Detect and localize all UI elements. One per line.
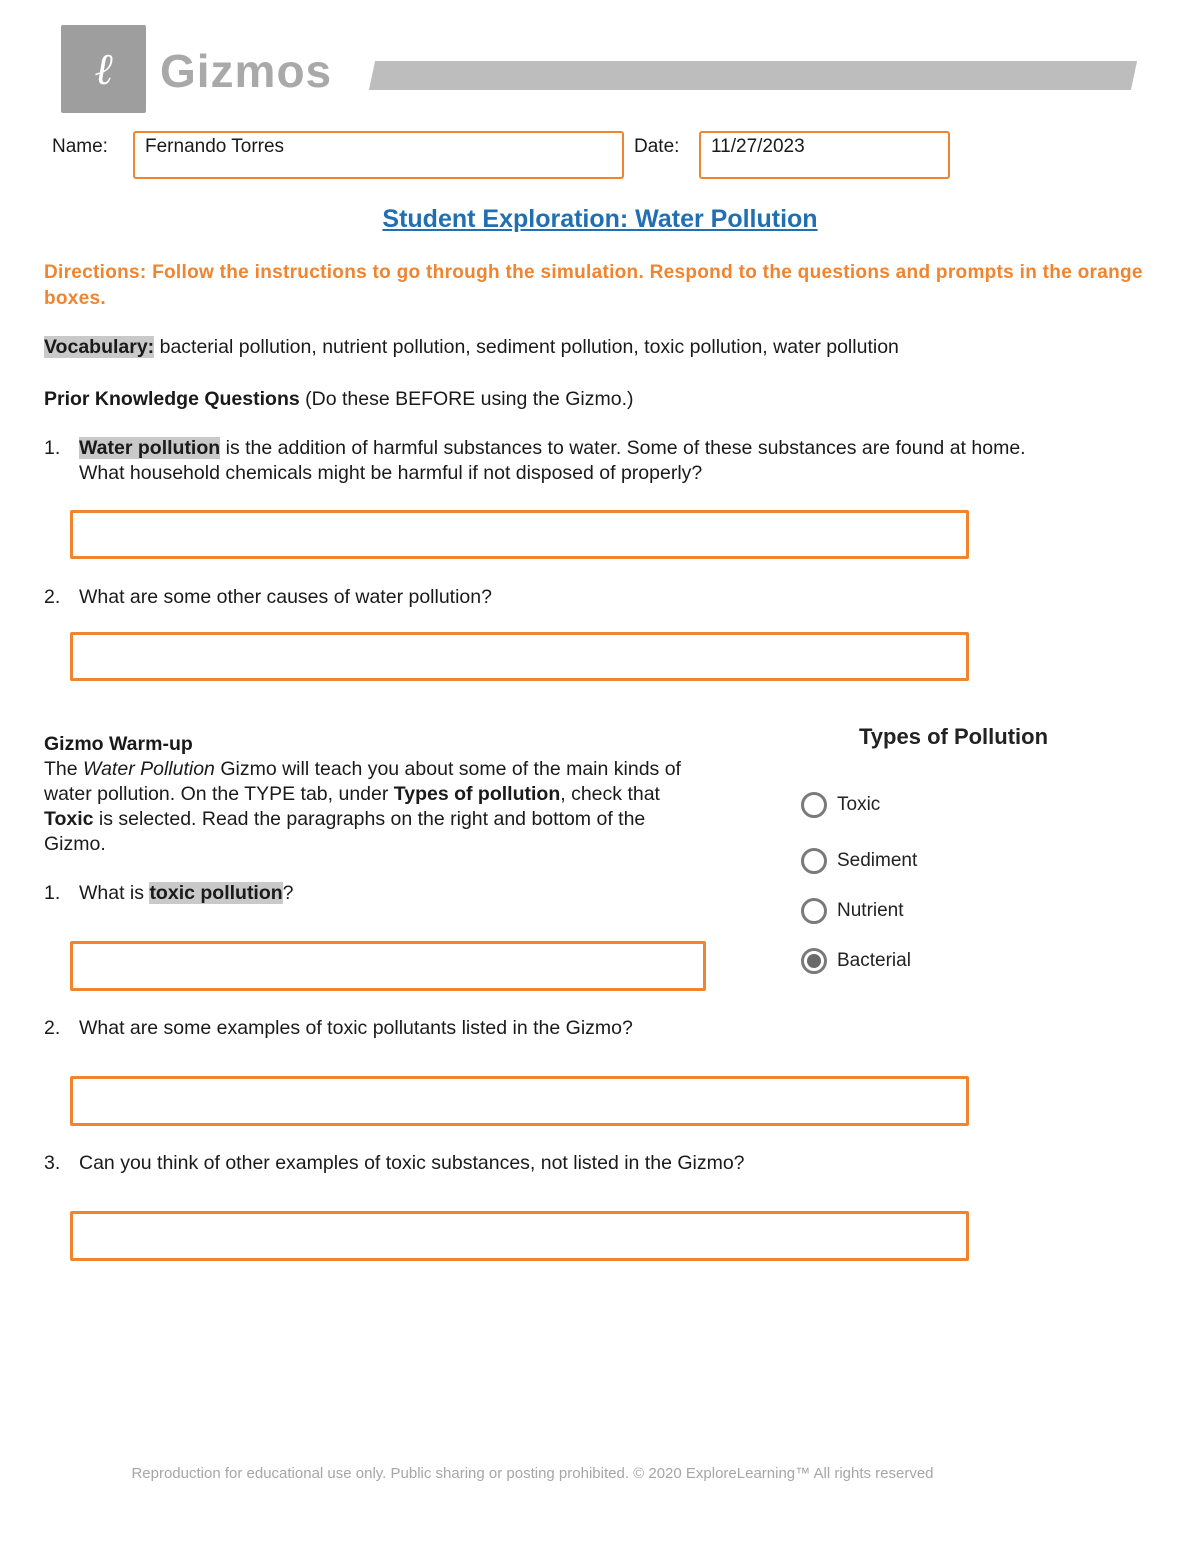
warmup-question-2 — [44, 1016, 1144, 1041]
question-text: What is — [79, 882, 145, 904]
gizmos-logo-text: Gizmos — [160, 45, 333, 97]
radio-label: Sediment — [837, 850, 918, 871]
prior-knowledge-title: Prior Knowledge Questions — [44, 388, 300, 410]
prior-question-2 — [44, 585, 1144, 610]
copyright-footer: Reproduction for educational use only. Public sharing or posting prohibited. © 2020 ExploreLearning™ All rights reserved — [131, 1465, 934, 1482]
warmup-text: Gizmo. — [44, 833, 106, 855]
question-number: 1. — [44, 882, 61, 904]
warmup-gizmo-name: Water Pollution — [83, 758, 215, 780]
warmup-text: The — [44, 758, 78, 780]
gizmos-logo-badge — [61, 25, 146, 113]
radio-unchecked-icon[interactable] — [801, 848, 827, 874]
warmup-question-3 — [44, 1151, 1144, 1176]
question-number: 1. — [44, 437, 61, 459]
prior-knowledge-note: (Do these BEFORE using the Gizmo.) — [305, 388, 634, 410]
warmup-text: water pollution. On the TYPE tab, under — [44, 783, 389, 805]
warmup-text: is selected. Read the paragraphs on the right and bottom of the — [98, 808, 646, 830]
radio-option-nutrient[interactable] — [801, 898, 904, 924]
warmup-paragraph — [44, 757, 764, 857]
term-toxic-pollution: toxic pollution — [149, 882, 283, 904]
question-text: What are some other causes of water pollution? — [79, 586, 492, 608]
radio-label: Bacterial — [837, 950, 911, 971]
warmup-text: , check that — [560, 783, 660, 805]
vocabulary-line — [44, 335, 1154, 360]
radio-unchecked-icon[interactable] — [801, 792, 827, 818]
vocabulary-terms: bacterial pollution, nutrient pollution, sediment pollution, toxic pollution, water pollution — [159, 336, 899, 358]
warmup-types-term: Types of pollution — [393, 783, 561, 805]
radio-option-bacterial[interactable] — [801, 948, 911, 974]
answer-box-warmup-3[interactable] — [70, 1211, 969, 1261]
prior-question-1 — [44, 436, 1164, 486]
el-logo-icon: ℓ — [94, 43, 113, 95]
radio-unchecked-icon[interactable] — [801, 898, 827, 924]
question-text: ? — [282, 882, 294, 904]
answer-box-warmup-2[interactable] — [70, 1076, 969, 1126]
page-title: Student Exploration: Water Pollution — [382, 205, 818, 233]
question-text-line2: What household chemicals might be harmful if not disposed of properly? — [79, 462, 703, 484]
warmup-section — [44, 732, 764, 857]
warmup-question-1 — [44, 881, 744, 906]
question-number: 3. — [44, 1152, 61, 1174]
question-text: What are some examples of toxic pollutants listed in the Gizmo? — [79, 1017, 633, 1039]
answer-box-warmup-1[interactable] — [70, 941, 706, 991]
name-field[interactable]: Fernando Torres — [133, 131, 624, 179]
radio-option-sediment[interactable] — [801, 848, 917, 874]
date-field[interactable]: 11/27/2023 — [699, 131, 950, 179]
date-label: Date: — [634, 136, 680, 157]
radio-checked-icon[interactable] — [801, 948, 827, 974]
question-number: 2. — [44, 1017, 61, 1039]
types-of-pollution-heading: Types of Pollution — [859, 724, 1049, 749]
directions-text: Directions: Follow the instructions to go through the simulation. Respond to the questions and prompts in the orange boxes. — [44, 262, 1143, 309]
vocabulary-label: Vocabulary: — [44, 336, 155, 358]
radio-selected-dot — [807, 954, 821, 968]
radio-option-toxic[interactable] — [801, 792, 880, 818]
question-text-line1: is the addition of harmful substances to water. Some of these substances are found at home. — [225, 437, 1026, 459]
answer-box-prior-2[interactable] — [70, 632, 969, 681]
header-decorative-bar — [369, 61, 1137, 90]
warmup-text: Gizmo will teach you about some of the main kinds of — [220, 758, 681, 780]
question-number: 2. — [44, 586, 61, 608]
name-label: Name: — [52, 136, 108, 157]
radio-label: Toxic — [837, 794, 881, 815]
question-text: Can you think of other examples of toxic substances, not listed in the Gizmo? — [79, 1152, 745, 1174]
warmup-toxic-term: Toxic — [44, 808, 94, 830]
answer-box-prior-1[interactable] — [70, 510, 969, 559]
term-water-pollution: Water pollution — [79, 437, 221, 459]
radio-label: Nutrient — [837, 900, 904, 921]
warmup-heading: Gizmo Warm-up — [44, 733, 193, 755]
prior-knowledge-heading — [44, 387, 1144, 412]
